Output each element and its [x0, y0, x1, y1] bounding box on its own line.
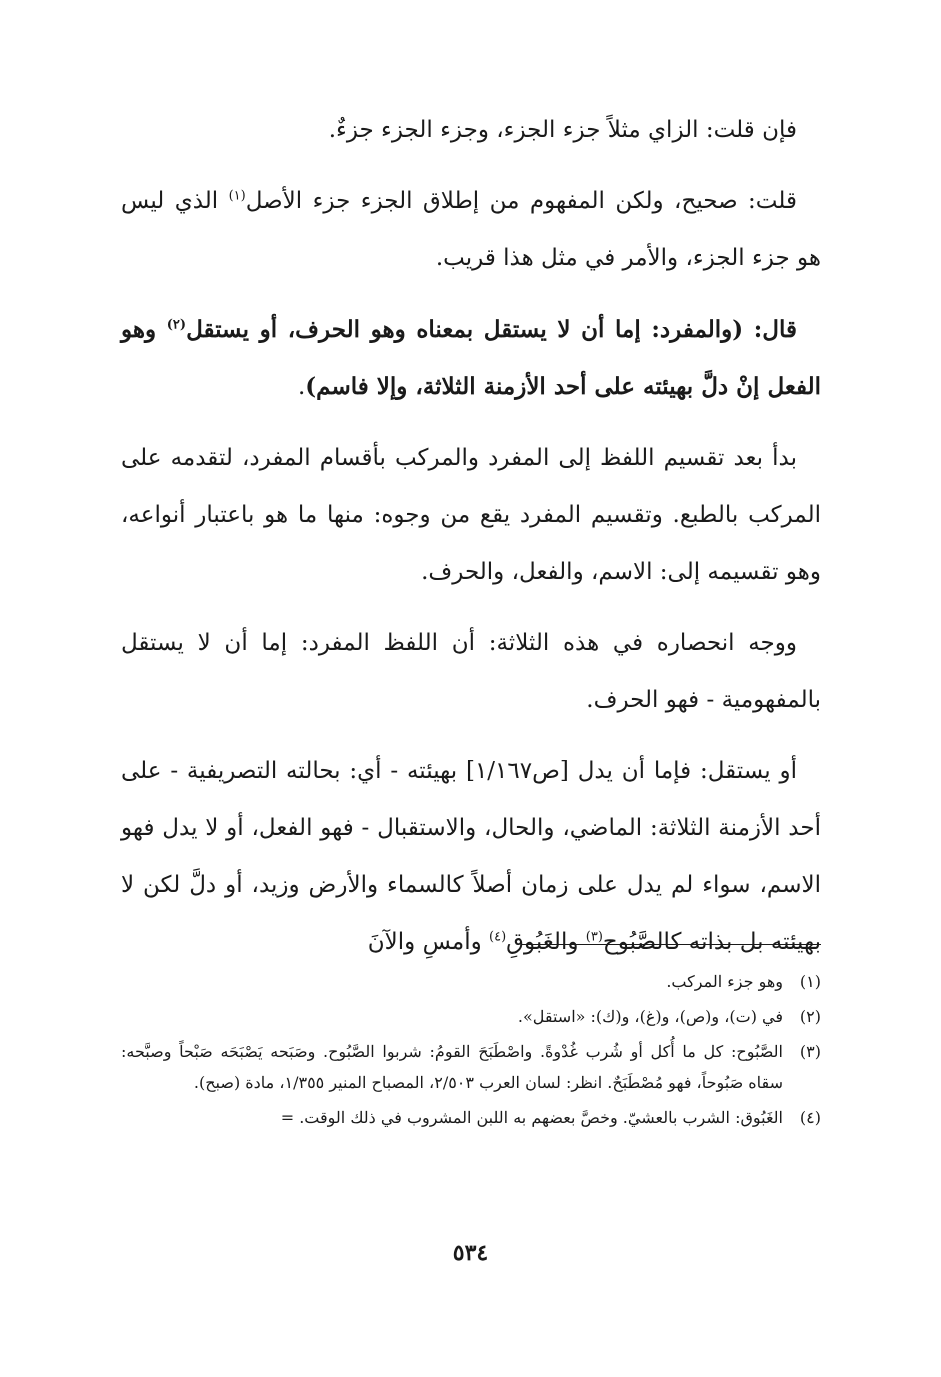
paragraph-5	[121, 615, 821, 729]
paragraph-6-text-b: والغَبُوقِ	[506, 929, 586, 955]
footnote-1-number: (١)	[799, 972, 821, 991]
paragraph-3-text-a: قال: (والمفرد: إما أن لا يستقل بمعناه وهو الحرف، أو يستقل	[186, 316, 797, 343]
paragraph-2-text-b: الذي ليس هو جزء الجزء، والأمر في مثل هذا قريب.	[121, 188, 821, 271]
footnote-4-text: الغَبُوق: الشرب بالعشيّ. وخصَّ بعضهم به اللبن المشروب في ذلك الوقت. =	[280, 1108, 783, 1127]
footnote-2-number: (٢)	[799, 1007, 821, 1026]
footnote-1-text: وهو جزء المركب.	[666, 972, 783, 991]
footnote-1	[121, 966, 821, 997]
paragraph-1-text: فإن قلت: الزاي مثلاً جزء الجزء، وجزء الجزء جزءٌ.	[328, 117, 797, 143]
footnote-2	[121, 1001, 821, 1032]
footnote-2-text: في (ت)، و(ص)، و(غ)، و(ك): «استقل».	[517, 1007, 783, 1026]
footnote-3-text: الصَّبُوح: كل ما أُكل أو شُرب غُدْوةً. واصْطَبَحَ القومُ: شربوا الصَّبُوح. وصَبَحه يَصْبَحَه صَبْحاً وصبَّحه: سقاه صَبُوحاً، فهو مُصْطَبَحٌ. انظر: لسان العرب ٢/٥٠٣، المصباح المنير ١/٣٥٥، مادة (صبح).	[121, 1042, 783, 1092]
footnote-4	[121, 1102, 821, 1133]
footnote-ref-4: (٤)	[489, 929, 507, 945]
footnote-ref-2: (٢)	[166, 317, 187, 333]
paragraph-1	[121, 102, 821, 159]
paragraph-5-text: ووجه انحصاره في هذه الثلاثة: أن اللفظ المفرد: إما أن لا يستقل بالمفهومية - فهو الحرف.	[121, 630, 821, 713]
paragraph-6	[121, 743, 821, 971]
paragraph-2-text-a: قلت: صحيح، ولكن المفهوم من إطلاق الجزء جزء الأصل	[245, 188, 798, 214]
paragraph-6-text-a: أو يستقل: فإما أن يدل [ص١/١٦٧] بهيئته - أي: بحالته التصريفية - على أحد الأزمنة الثلاثة: الماضي، والحال، والاستقبال - فهو الفعل، أو لا يدل فهو الاسم، سواء لم يدل على زمان أصلاً كالسماء والأرض وزيد، أو دلَّ لكن لا بهيئته بل بذاته كالصَّبُوح	[121, 758, 821, 955]
paragraph-4-text: بدأ بعد تقسيم اللفظ إلى المفرد والمركب بأقسام المفرد، لتقدمه على المركب بالطبع. وتقسيم المفرد يقع من وجوه: منها ما هو باعتبار أنواعه، وهو تقسيمه إلى: الاسم، والفعل، والحرف.	[121, 445, 821, 585]
footnotes	[121, 966, 821, 1137]
paragraph-3-text-b: وهو الفعل إنْ دلَّ بهيئته على أحد الأزمنة الثلاثة، وإلا فاسم)	[121, 316, 821, 400]
footnote-ref-1: (١)	[228, 188, 246, 204]
page-number: ٥٣٤	[452, 1240, 489, 1266]
footnote-separator	[521, 944, 821, 945]
paragraph-2	[121, 173, 821, 287]
footnote-3	[121, 1036, 821, 1098]
paragraph-3-text-c: .	[297, 374, 306, 400]
footnote-4-number: (٤)	[799, 1108, 821, 1127]
main-text	[121, 102, 821, 985]
paragraph-6-text-c: وأمسِ والآنَ	[367, 929, 490, 955]
footnote-3-number: (٣)	[799, 1042, 821, 1061]
paragraph-4	[121, 430, 821, 601]
footnote-ref-3: (٣)	[585, 929, 603, 945]
paragraph-3-quote	[121, 301, 821, 416]
